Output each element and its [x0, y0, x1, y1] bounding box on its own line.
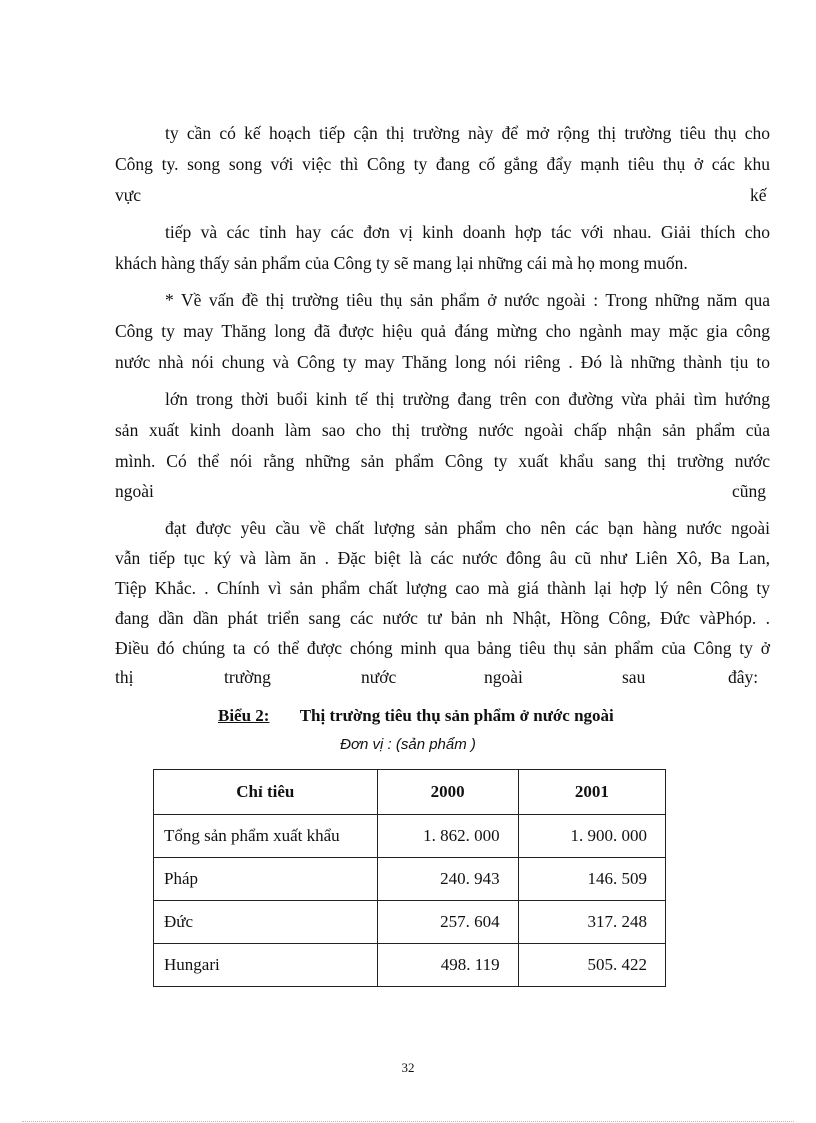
text-line: sau: [622, 667, 646, 687]
caption-title: Thị trường tiêu thụ sản phẩm ở nước ngoài: [299, 706, 614, 725]
table-cell: 146. 509: [518, 858, 665, 901]
text-line: Điều đó chúng ta có thể được chóng minh qua bảng tiêu thụ sản phẩm của Công ty ở: [115, 638, 770, 658]
text-line: ngoài: [484, 667, 523, 687]
table-cell: 1. 900. 000: [518, 815, 665, 858]
text-line: nước: [361, 667, 397, 687]
page-number: 32: [401, 1060, 415, 1075]
table-caption: [218, 706, 614, 726]
table-header-row: [154, 770, 666, 815]
text-line: Công ty. song song với việc thì Công ty đang cố gắng đẩy mạnh tiêu thụ ở các khu: [115, 154, 770, 174]
text-line: nước nhà nói chung và Công ty may Thăng long nói riêng . Đó là những thành tịu to: [115, 352, 770, 372]
text-line: thị: [115, 667, 134, 687]
text-line: đây:: [728, 667, 759, 687]
page-bottom-divider: [22, 1121, 794, 1122]
text-line: mình. Có thể nói rằng những sản phẩm Công ty xuất khẩu sang thị trường nước: [115, 451, 770, 471]
text-line: ty cần có kế hoạch tiếp cận thị trường này để mở rộng thị trường tiêu thụ cho: [165, 123, 770, 143]
text-line: sản xuất kinh doanh làm sao cho thị trường nước ngoài chấp nhận sản phẩm của: [115, 420, 770, 440]
text-line: đạt được yêu cầu về chất lượng sản phẩm cho nên các bạn hàng nước ngoài: [165, 518, 770, 538]
text-line: lớn trong thời buổi kinh tế thị trường đang trên con đường vừa phải tìm hướng: [165, 389, 770, 409]
text-line: vực: [115, 185, 142, 205]
table-cell: Đức: [154, 901, 378, 944]
text-line: kế: [750, 185, 767, 205]
table-cell: 240. 943: [377, 858, 518, 901]
table-cell: Hungari: [154, 944, 378, 987]
table-row: [154, 901, 666, 944]
header-cell: 2000: [377, 770, 518, 815]
table-cell: 317. 248: [518, 901, 665, 944]
table-cell: 257. 604: [377, 901, 518, 944]
table-cell: 1. 862. 000: [377, 815, 518, 858]
text-line: trường: [224, 667, 271, 687]
text-line: Tiệp Khắc. . Chính vì sản phẩm chất lượng cao mà giá thành lại hợp lý nên Công ty: [115, 578, 770, 598]
text-line: tiếp và các tỉnh hay các đơn vị kinh doanh hợp tác với nhau. Giải thích cho: [165, 222, 770, 242]
table-cell: Tổng sản phẩm xuất khẩu: [154, 815, 378, 858]
table-row: [154, 858, 666, 901]
text-line: * Về vấn đề thị trường tiêu thụ sản phẩm ở nước ngoài : Trong những năm qua: [165, 290, 770, 310]
unit-label: Đơn vị : (sản phẩm ): [340, 736, 476, 753]
header-cell: Chỉ tiêu: [154, 770, 378, 815]
table-cell: 498. 119: [377, 944, 518, 987]
table-cell: 505. 422: [518, 944, 665, 987]
text-line: Công ty may Thăng long đã được hiệu quả đáng mừng cho ngành may mặc gia công: [115, 321, 770, 341]
table-row: [154, 815, 666, 858]
table-cell: Pháp: [154, 858, 378, 901]
caption-number: Biểu 2:: [218, 706, 270, 725]
text-line: vẫn tiếp tục ký và làm ăn . Đặc biệt là các nước đông âu cũ như Liên Xô, Ba Lan,: [115, 548, 770, 568]
header-cell: 2001: [518, 770, 665, 815]
export-market-table: [153, 769, 666, 987]
text-line: ngoài: [115, 481, 154, 501]
table-row: [154, 944, 666, 987]
text-line: khách hàng thấy sản phẩm của Công ty sẽ mang lại những cái mà họ mong muốn.: [115, 253, 688, 273]
text-line: đang dần dần phát triển sang các nước tư bản nh Nhật, Hồng Công, Đức vàPhóp. .: [115, 608, 770, 628]
text-line: cũng: [732, 481, 767, 501]
